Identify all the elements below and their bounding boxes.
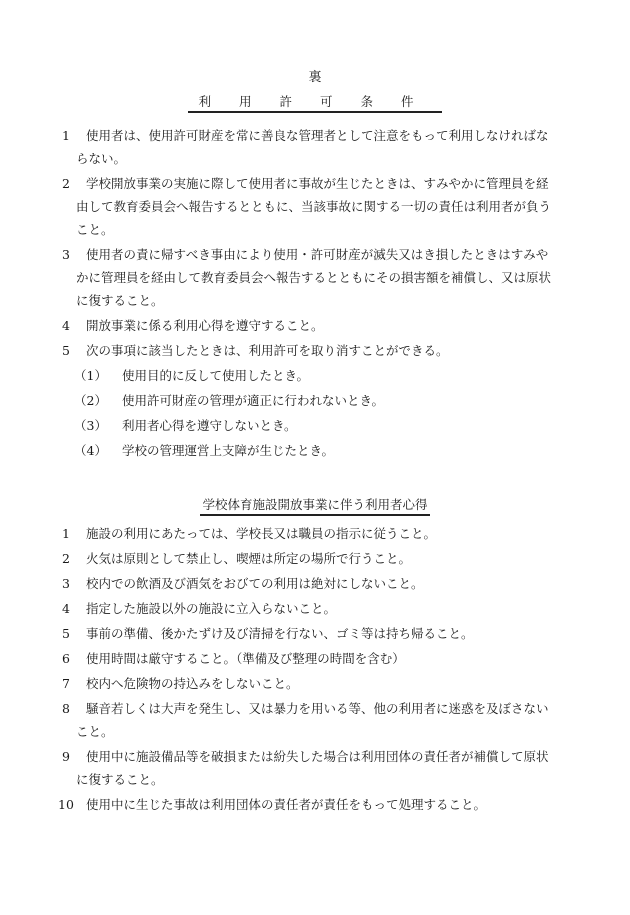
item-number: 7 bbox=[62, 676, 70, 691]
item-text: 校内での飲酒及び酒気をおびての利用は絶対にしないこと。 bbox=[86, 576, 424, 591]
item-text: 使用時間は厳守すること。（準備及び整理の時間を含む） bbox=[86, 651, 405, 666]
item-text: 使用者の責に帰すべき事由により使用・許可財産が滅失又はき損したときはすみや bbox=[86, 247, 549, 262]
item-number: 4 bbox=[62, 318, 70, 333]
item-text: 火気は原則として禁止し、喫煙は所定の場所で行うこと。 bbox=[86, 551, 412, 566]
list-item bbox=[62, 172, 572, 241]
item-number: 5 bbox=[62, 626, 70, 641]
list-item bbox=[62, 243, 572, 312]
section-title-conditions bbox=[0, 94, 630, 113]
item-number: 9 bbox=[62, 749, 70, 764]
item-text: 事前の準備、後かたずけ及び清掃を行ない、ゴミ等は持ち帰ること。 bbox=[86, 626, 474, 641]
sub-list-item bbox=[62, 364, 572, 387]
item-text-continued: こと。 bbox=[76, 222, 114, 237]
item-number: 5 bbox=[62, 343, 70, 358]
item-number: 6 bbox=[62, 651, 70, 666]
conditions-list bbox=[62, 124, 572, 464]
list-item bbox=[62, 647, 572, 670]
sub-item-number: （2） bbox=[74, 393, 107, 408]
item-text-continued: こと。 bbox=[76, 724, 114, 739]
item-text: 使用者は、使用許可財産を常に善良な管理者として注意をもって利用しなければな bbox=[86, 128, 549, 143]
item-text: 指定した施設以外の施設に立入らないこと。 bbox=[86, 601, 337, 616]
item-text: 校内へ危険物の持込みをしないこと。 bbox=[86, 676, 299, 691]
sub-item-text: 利用者心得を遵守しないとき。 bbox=[122, 418, 297, 433]
item-text: 使用中に施設備品等を破損または紛失した場合は利用団体の責任者が補償して原状 bbox=[86, 749, 549, 764]
item-number: 3 bbox=[62, 247, 70, 262]
item-text: 使用中に生じた事故は利用団体の責任者が責任をもって処理すること。 bbox=[86, 797, 487, 812]
item-text: 施設の利用にあたっては、学校長又は職員の指示に従うこと。 bbox=[86, 526, 437, 541]
item-number: 2 bbox=[62, 176, 70, 191]
item-number: 1 bbox=[62, 128, 70, 143]
list-item bbox=[62, 597, 572, 620]
item-text: 開放事業に係る利用心得を遵守すること。 bbox=[86, 318, 324, 333]
list-item bbox=[58, 793, 572, 816]
item-text-continued: 由して教育委員会へ報告するとともに、当該事故に関する一切の責任は利用者が負う bbox=[76, 199, 552, 214]
item-text: 次の事項に該当したときは、利用許可を取り消すことができる。 bbox=[86, 343, 449, 358]
user-rules-list bbox=[58, 522, 572, 818]
item-text: 学校開放事業の実施に際して使用者に事故が生じたときは、すみやかに管理員を経 bbox=[86, 176, 549, 191]
item-text-continued: らない。 bbox=[76, 151, 127, 166]
sub-item-text: 学校の管理運営上支障が生じたとき。 bbox=[122, 443, 335, 458]
sub-item-text: 使用目的に反して使用したとき。 bbox=[122, 368, 310, 383]
item-text-continued: かに管理員を経由して教育委員会へ報告するとともにその損害額を補償し、又は原状 bbox=[76, 270, 552, 285]
list-item bbox=[62, 314, 572, 337]
item-text-continued: に復すること。 bbox=[76, 772, 164, 787]
item-number: 3 bbox=[62, 576, 70, 591]
list-item bbox=[62, 745, 572, 791]
list-item bbox=[62, 572, 572, 595]
item-number: 10 bbox=[58, 797, 74, 812]
list-item bbox=[62, 672, 572, 695]
item-text-continued: に復すること。 bbox=[76, 293, 164, 308]
list-item bbox=[62, 697, 572, 743]
section-title-user-rules-text: 学校体育施設開放事業に伴う利用者心得 bbox=[200, 497, 429, 516]
sub-item-number: （4） bbox=[74, 443, 107, 458]
section-title-user-rules bbox=[0, 497, 630, 516]
item-number: 4 bbox=[62, 601, 70, 616]
sub-list-item bbox=[62, 389, 572, 412]
item-number: 2 bbox=[62, 551, 70, 566]
page-side-mark: 裏 bbox=[308, 70, 322, 85]
item-number: 1 bbox=[62, 526, 70, 541]
list-item bbox=[62, 622, 572, 645]
item-number: 8 bbox=[62, 701, 70, 716]
list-item bbox=[62, 339, 572, 362]
item-text: 騒音若しくは大声を発生し、又は暴力を用いる等、他の利用者に迷惑を及ぼさない bbox=[86, 701, 549, 716]
sub-item-number: （1） bbox=[74, 368, 107, 383]
sub-list-item bbox=[62, 414, 572, 437]
list-item bbox=[62, 522, 572, 545]
list-item bbox=[62, 124, 572, 170]
section-title-conditions-text: 利用許可条件 bbox=[188, 94, 441, 113]
sub-list-item bbox=[62, 439, 572, 462]
sub-item-text: 使用許可財産の管理が適正に行われないとき。 bbox=[122, 393, 385, 408]
sub-item-number: （3） bbox=[74, 418, 107, 433]
list-item bbox=[62, 547, 572, 570]
